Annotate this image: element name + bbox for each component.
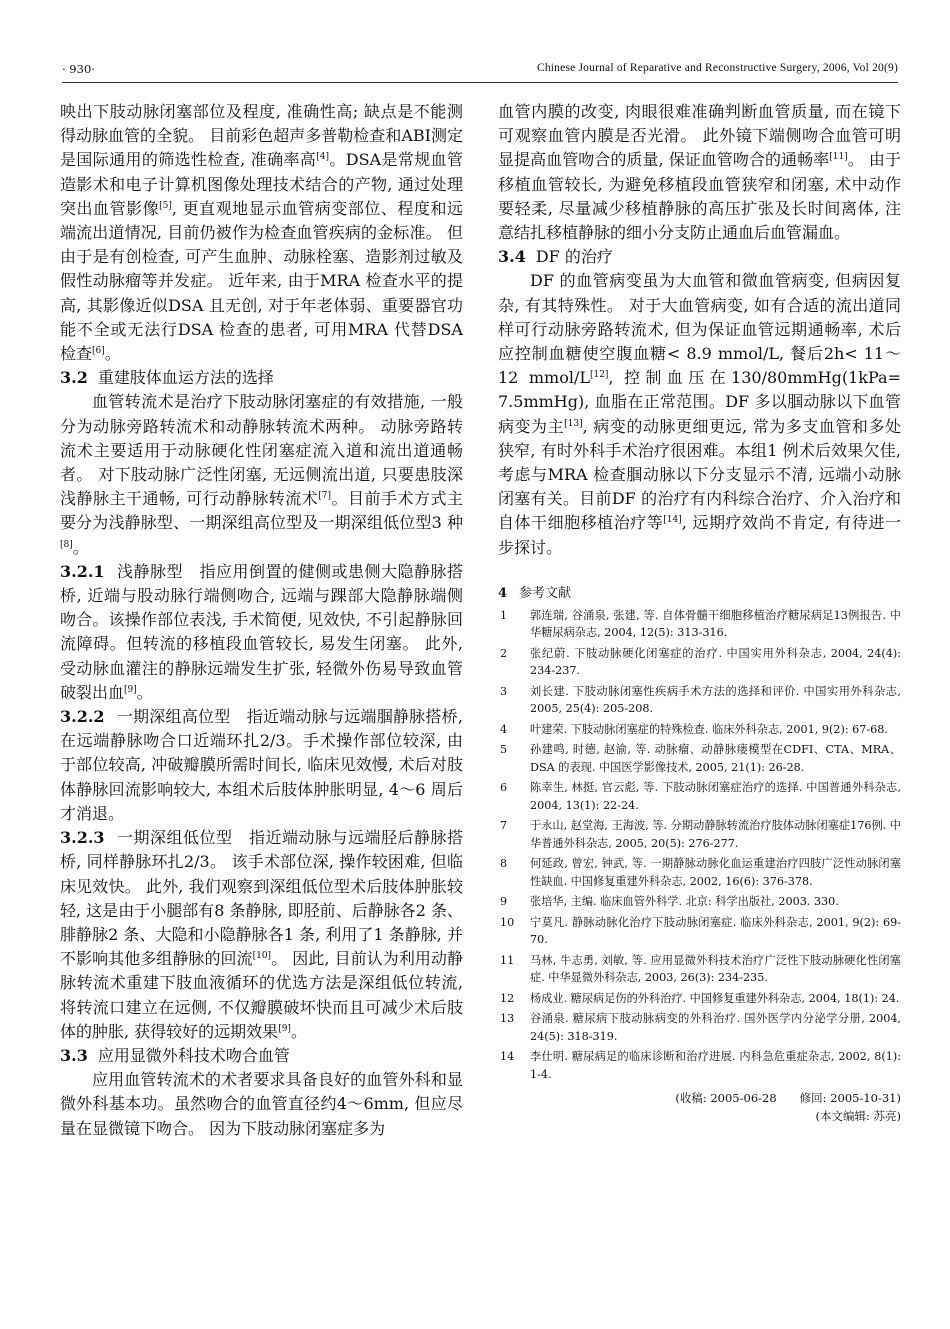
reference-number: 10	[500, 915, 515, 929]
reference-item	[498, 914, 901, 949]
right-column	[498, 100, 901, 1125]
reference-text: 张纪蔚. 下肢动脉硬化闭塞症的治疗. 中国实用外科杂志, 2004, 24(4): 234-237.	[530, 646, 901, 678]
paragraph: 应用血管转流术的术者要求具备良好的血管外科和显微外科基本功。虽然吻合的血管直径约4～6mm, 但应尽量在显微镜下吻合。 因为下肢动脉闭塞症多为	[60, 1070, 463, 1138]
paragraph: 血管转流术是治疗下肢动脉闭塞症的有效措施, 一般分为动脉旁路转流术和动静脉转流术两种。 动脉旁路转流术主要适用于动脉硬化性闭塞症流入道和流出道通畅者。 对下肢动脉广泛性闭塞, 无远侧流出道, 只要患肢深浅静脉主干通畅, 可行动静脉转流术[7]。目前手术方式主要分为浅静脉型、一期深组高位型及一期深组低位型3 种[8]。	[60, 392, 463, 557]
reference-number: 11	[500, 953, 515, 967]
reference-text: 郭连瑞, 谷涌泉, 张建, 等. 自体骨髓干细胞移植治疗糖尿病足13例报告. 中华糖尿病杂志, 2004, 12(5): 313-316.	[530, 608, 901, 640]
section-heading-3-4: 3.4 DF 的治疗	[498, 247, 613, 267]
reference-text: 谷涌泉. 糖尿病下肢动脉病变的外科治疗. 国外医学内分泌学分册, 2004, 24(5): 318-319.	[530, 1012, 901, 1043]
reference-number: 14	[500, 1050, 515, 1064]
paragraph: DF 的血管病变虽为大血管和微血管病变, 但病因复杂, 有其特殊性。 对于大血管病变, 如有合适的流出道同样可行动脉旁路转流术, 但为保证血管远期通畅率, 术后应控制血糖使空腹血糖< 8.9 mmol/L, 餐后2h< 11～12 mmol/L[12], 控制血压在130/80mmHg(1kPa= 7.5mmHg), 血脂在正常范围。DF 多以腘动脉以下血管病变为主[13], 病变的动脉更细更远, 常为多支血管和多处狭窄, 有时外科手术治疗很困难。本组1 例术后效果欠佳, 考虑与MRA 检查腘动脉以下分支显示不清, 远端小动脉闭塞有关。目前DF 的治疗有内科综合治疗、介入治疗和自体干细胞移植治疗等[14], 远期疗效尚不肯定, 有待进一步探讨。	[498, 271, 901, 557]
reference-text: 刘长建. 下肢动脉闭塞性疾病手术方法的选择和评价. 中国实用外科杂志, 2005, 25(4): 205-208.	[530, 684, 901, 716]
paragraph: 映出下肢动脉闭塞部位及程度, 准确性高; 缺点是不能测得动脉血管的全貌。 目前彩色超声多普勒检查和ABI测定是国际通用的筛选性检查, 准确率高[4]。DSA是常规血管造影术和电子计算机图像处理技术结合的产物, 通过处理突出血管影像[5], 更直观地显示血管病变部位、程度和远端流出道情况, 目前仍被作为检查血管疾病的金标准。 但由于是有创检查, 可产生血肿、动脉栓塞、造影剂过敏及假性动脉瘤等并发症。 近年来, 由于MRA 检查水平的提高, 其影像近似DSA 且无创, 对于年老体弱、重要器官功能不全或无法行DSA 检查的患者, 可用MRA 代替DSA 检查[6]。	[60, 102, 463, 364]
reference-text: 李仕明. 糖尿病足的临床诊断和治疗进展. 内科急危重症杂志, 2002, 8(1): 1-4.	[530, 1050, 901, 1081]
reference-number: 2	[500, 646, 508, 660]
reference-item	[498, 779, 901, 814]
reference-number: 1	[500, 608, 508, 622]
reference-item	[498, 607, 901, 642]
reference-number: 9	[500, 895, 508, 909]
reference-text: 马林, 牛志勇, 刘敏, 等. 应用显微外科技术治疗广泛性下肢动脉硬化性闭塞症. 中华显微外科杂志, 2003, 26(3): 234-235.	[530, 953, 901, 985]
reference-text: 孙建鸣, 时德, 赵渝, 等. 动脉瘤、动静脉瘘模型在CDFI、CTA、MRA、DSA 的表现. 中国医学影像技术, 2005, 21(1): 26-28.	[530, 743, 901, 774]
editor-credit: (本文编辑: 苏亮)	[815, 1109, 901, 1124]
running-header	[62, 62, 898, 82]
references-heading: 4 参考文献	[498, 585, 572, 601]
reference-text: 于永山, 赵堂海, 王海波, 等. 分期动静脉转流治疗肢体动脉闭塞症176例. 中华普通外科杂志, 2005, 20(5): 276-277.	[530, 819, 901, 850]
reference-item	[498, 1010, 901, 1045]
reference-item	[498, 721, 901, 739]
reference-number: 7	[500, 819, 508, 833]
received-dates: (收稿: 2005-06-28 修回: 2005-10-31)	[675, 1091, 901, 1106]
reference-text: 何延政, 曾宏, 钟武, 等. 一期静脉动脉化血运重建治疗四肢广泛性动脉闭塞性缺血. 中国修复重建外科杂志, 2002, 16(6): 376-378.	[530, 857, 901, 888]
reference-text: 张培华, 主编. 临床血管外科学. 北京: 科学出版社, 2003. 330.	[530, 895, 839, 909]
reference-item	[498, 645, 901, 680]
reference-text: 叶建荣. 下肢动脉闭塞症的特殊检查. 临床外科杂志, 2001, 9(2): 67-68.	[530, 722, 888, 736]
reference-item	[498, 741, 901, 776]
reference-number: 12	[500, 991, 515, 1005]
reference-number: 13	[500, 1012, 515, 1026]
section-heading-3-3: 3.3 应用显微外科技术吻合血管	[60, 1045, 290, 1065]
subsection-3-2-2: 3.2.2 一期深组高位型 指近端动脉与远端腘静脉搭桥, 在远端静脉吻合口近端环扎2/3。手术操作部位较深, 由于部位较高, 冲破瓣膜所需时间长, 临床见效慢, 术后对肢体静脉回流影响较大, 本组术后肢体肿胀明显, 4～6 周后才消退。	[60, 707, 463, 823]
reference-number: 3	[500, 684, 508, 698]
journal-citation: Chinese Journal of Reparative and Reconstructive Surgery, 2006, Vol 20(9)	[536, 62, 898, 74]
subsection-3-2-3: 3.2.3 一期深组低位型 指近端动脉与远端胫后静脉搭桥, 同样静脉环扎2/3。 该手术部位深, 操作较困难, 但临床见效快。 此外, 我们观察到深组低位型术后肢体肿胀较轻, 这是由于小腿部有8 条静脉, 即胫前、后静脉各2 条、腓静脉2 条、大隐和小隐静脉各1 条, 利用了1 条静脉, 并不影响其他多组静脉的回流[10]。 因此, 目前认为利用动静脉转流术重建下肢血液循环的优选方法是深组低位转流, 将转流口建立在远侧, 不仅瓣膜破坏快而且可减少术后肢体的肿胀, 获得较好的远期效果[9]。	[60, 828, 463, 1041]
reference-item	[498, 990, 901, 1008]
subsection-3-2-1: 3.2.1 浅静脉型 指应用倒置的健侧或患侧大隐静脉搭桥, 近端与股动脉行端侧吻合, 远端与踝部大隐静脉端侧吻合。该操作部位表浅, 手术简便, 见效快, 不引起静脉回流障碍。但转流的移植段血管较长, 易发生闭塞。 此外, 受动脉血灌注的静脉远端发生扩张, 轻微外伤易导致血管破裂出血[9]。	[60, 561, 463, 702]
reference-item	[498, 893, 901, 911]
reference-number: 4	[500, 722, 508, 736]
reference-text: 宁莫凡. 静脉动脉化治疗下肢动脉闭塞症. 临床外科杂志, 2001, 9(2): 69-70.	[530, 915, 901, 947]
reference-number: 5	[500, 743, 508, 757]
reference-list	[498, 607, 901, 1084]
reference-text: 陈幸生, 林挺, 官云彪, 等. 下肢动脉闭塞症治疗的选择. 中国普通外科杂志, 2004, 13(1): 22-24.	[530, 781, 901, 812]
reference-number: 8	[500, 857, 508, 871]
paragraph: 血管内膜的改变, 肉眼很难准确判断血管质量, 而在镜下可观察血管内膜是否光滑。 此外镜下端侧吻合血管可明显提高血管吻合的质量, 保证血管吻合的通畅率[11]。 由于移植血管较长, 为避免移植段血管狭窄和闭塞, 术中动作要轻柔, 尽量减少移植静脉的高压扩张及长时间离体, 注意结扎移植静脉的细小分支防止通血后血管漏血。	[498, 102, 901, 243]
reference-item	[498, 952, 901, 987]
section-heading-3-2: 3.2 重建肢体血运方法的选择	[60, 368, 274, 388]
reference-item	[498, 1048, 901, 1083]
reference-number: 6	[500, 781, 508, 795]
reference-item	[498, 855, 901, 890]
left-column	[60, 100, 463, 1141]
reference-item	[498, 683, 901, 718]
reference-item	[498, 817, 901, 852]
header-rule	[62, 82, 898, 83]
reference-text: 杨成业. 糖尿病足伤的外科治疗. 中国修复重建外科杂志, 2004, 18(1): 24.	[530, 991, 900, 1005]
page-number: · 930·	[62, 62, 95, 76]
